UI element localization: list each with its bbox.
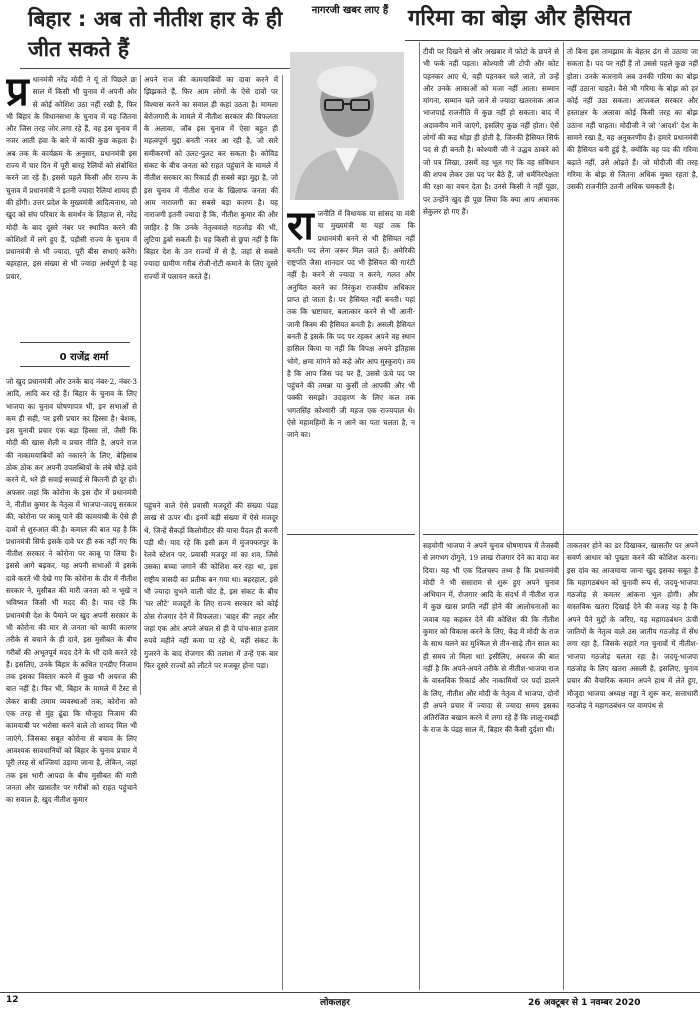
article-right-col5: ताकतवर होने का डर दिखाकर, खासतौर पर अपने सवर्ण आधार को पुख्ता करने की कोशिश करना। इस दांव का आजमाया जाना खुद इसका सबूत है कि महागठबंधन को चुनावी रूप से, जदयू-भाजपा गठजोड़ से कमतर आंकना भूल होगी। और वास्तविक खतरा दिखाई देने की वजह यह है कि अपने पैने मुद्दों के जरिए, यह महागठबंधन ऊंची जातियों के नेतृत्व वाले उस जातीय गठजोड़ में सेंध लगा रहा है, जिसके सहारे गत चुनावों में नीतीश-भाजपा गठजोड़ चलता रहा है। जदयू-भाजपा गठजोड़ के लिए खतरा असली है, इसलिए, चुनाव प्रचार की वैचारिक कमान अपने हाथ में लेते हुए, मौजूदा भाजपा अध्यक्ष नड्डा ने शुरू कर, सत्ताधारी गठजोड़ ने महागठबंधन पर वामपंथ से — [567, 541, 698, 710]
article-right-col2: टीवी पर दिखने से और अखबार में फोटो के छपने से भी फर्क नहीं पड़ता। कोश्यारी जी टोपी और कोट पहनकर आए थे, वही पहनकर चले जाते, तो उन्हें और उनके आकाओं को मजा नहीं आता। सम्मान मांगना, सम्मान चले जाने से ज्यादा खतरनाक आज भाजपाई राजनीति में कुछ नहीं हो सकता। बाद में अदावनीय मानें जाएंगे, इसलिए कुछ नहीं होता। ऐसे लोगों की कद्र थोड़ा ही होती है, जिनकी हैसियत सिर्फ पद से ही बनती है। कोश्यारी जी ने उद्धव ठाकरे को जो पत्र लिखा, उसमें वह भूल गए कि वह संविधान की शपथ लेकर उस पद पर बैठे हैं, जो धर्मनिरपेक्षता की रक्षा का वचन देता है। उनसे किसी ने नहीं पूछा, पर उन्होंने खुद ही पूछ लिया कि क्या आप अचानक सेकुलर हो गए हैं। — [423, 47, 559, 216]
article-text: धानमंत्री नरेंद्र मोदी ने यूं तो पिछले छः साल में किसी भी चुनाव में अपनी ओर से कोई कोशिश उठा नहीं रखी है, फिर भी बिहार के विधानसभा के चुनाव में यह जितना और जिस तरह जोर लगा रहे हैं, वह इस चुनाव में नजर आती हवा के बारे में काफी कुछ कहता है। अब तक के कार्यक्रम के अनुसार, प्रधानमंत्री इस राज्य में चार दिन में पूरी बारह रैलियों को संबोधित करने जा रहे हैं। इससे पहले किसी और राज्य के चुनाव में प्रधानमंत्री ने इतनी ज्यादा रैलियां शायद ही की होंगी। उत्तर प्रदेश के मुख्यमंत्री आदित्यनाथ, जो खुद को संघ परिवार के समर्थन के लिहाज से, नरेंद्र मोदी के बाद दूसरे नंबर पर स्थापित करने की कोशिशों में लगे हुए हैं, पड़ौसी राज्य के चुनाव में प्रधानमंत्री से भी ज्यादा, पूरी बीस सभाएं करेंगे। बहरहाल, इस संख्या से भी ज्यादा अर्थपूर्ण है वह प्रचार, — [6, 75, 137, 281]
footer-rule — [0, 992, 700, 993]
headline-left: बिहार : अब तो नीतीश हार के ही जीत सकते हैं — [28, 7, 283, 61]
headline-right: गरिमा का बोझ और हैसियत — [408, 6, 632, 31]
column-rule — [419, 42, 420, 990]
article-right-col1 — [287, 208, 415, 528]
divider-lower — [423, 534, 698, 535]
author-rule-bottom — [20, 366, 130, 367]
divider-middle — [287, 534, 415, 535]
author-photo — [290, 52, 404, 200]
column-rule — [563, 42, 564, 990]
column-rule — [140, 75, 141, 695]
article-left-col4: पहुंचने वाले ऐसे प्रवासी मजदूरों की संख्या पंद्रह लाख से ऊपर थी। इनमें बड़ी संख्या में ऐसे मजदूर थे, जिन्हें सैकड़ों किलोमीटर की यात्रा पैदल ही करनी पड़ी थी। याद रहे कि इसी क्रम में मुजफ्फरपुर के रेलवे स्टेशन पर, प्रवासी मजदूर मां का शव, जिसे उसका बच्चा जगाने की कोशिश कर रहा था, इस राष्ट्रीय त्रासदी का प्रतीक बन गया था। बहरहाल, इसे भी ज्यादा चुभने वाली चोट है, इस संकट के बीच 'घर लौटे' मजदूरों के लिए राज्य सरकार को कोई ठोस रोजगार देने में विफलता। 'बाहर की' लहर और जहां एक ओर अपने अंचल से ही वे पांच-सात हजार रुपये महीने नहीं कमा पा रहे थे, वहीं संकट के गुजरने के बाद रोजगार की तलाश में उन्हें एक बार फिर दूसरे राज्यों को लौटने पर मजबूर होना पड़ा। — [144, 501, 278, 670]
article-left-col1 — [6, 74, 137, 336]
author-name: 0 राजेंद्र शर्मा — [59, 352, 109, 363]
article-right-col4: सहयोगी भाजपा ने अपने चुनाव घोषणापत्र में तेजस्वी से लगभग दोगुने, 19 लाख रोजगार देने का वादा कर दिया। यह भी एक दिलचस्प तथ्य है कि प्रधानमंत्री मोदी ने भी ससाराम से शुरू हुए अपने चुनाव अभियान में, रोजगार आदि के संदर्भ में नीतीश राज में कुछ खास प्रगति नहीं होने की आलोचनाओं का जवाब यह कहकर देने की कोशिश की कि नीतीश कुमार को विकास करने के लिए, केंद्र में मोदी के राज के साथ चलने का मुश्किल से तीन-साढ़े तीन साल का ही समय तो मिला था! इसीलिए, अचरज की बात नहीं है कि अपने-अपने तरीके से नीतीश-भाजपा राज के वास्तविक रिकार्ड और नाकामियों पर पर्दा डालने के लिए, नीतीश और मोदी के नेतृत्व में भाजपा, दोनों ही अपने प्रचार में ज्यादा से ज्यादा समय इसका अतिरंजित बखान करने में लगा रहे हैं कि लालू-राबड़ी के राज के पंद्रह साल में, बिहार की कैसी दुर्दशा थी। — [423, 541, 559, 735]
issue-date: 26 अक्टूबर से 1 नवम्बर 2020 — [528, 998, 641, 1008]
page-number: 12 — [6, 995, 19, 1005]
article-left-col3: जो खुद प्रधानमंत्री और उनके बाद नंबर-2, नंबर-3 आदि, आदि कर रहे हैं। बिहार के चुनाव के लिए भाजपा का चुनाव घोषणापत्र भी, इन सभाओं से कम ही सही, पर इसी प्रचार का हिस्सा है। बेशक, इस चुनावी प्रचार एक बड़ा हिस्सा तो, जैसी कि मोदी की खास शैली व प्रचार नीति है, अपने राज की नाकामयाबियों को नकारने के लिए, बेहिसाब ठोक ठोक कर अपनी उपलब्धियों के लंबे चौड़े दावे करने में, भरे ही सवाई सच्चाई से कितनी ही दूर हों। अफसर जहां कि कोरोना के इस दौर में प्रधानमंत्री ने, नीतीश कुमार के नेतृत्व में भाजपा-जदयू सरकार की, कोरोना पर काबू पाने की कामयाबी के ऐसे ही दावों से शुरुआत की है। कमाल की बात यह है कि प्रधानमंत्री सिर्फ इसके दावे पर ही रुक नहीं गए कि नीतीश सरकार ने कोरोना पर काबू पा लिया है। इससे आगे बढ़कर, यह अपनी सभाओं में इसके दावे करते भी देखे गए कि कोरोना के दौर में नीतीश सरकार ने, मुसीबत की मारी जनता को न भूखे न भविष्यत किसी भी मदद की है। याद रहे कि प्रधानमंत्री देश के पैमाने पर खुद अपनी सरकार के भी कोरोना की मार से जनता को काफी कारगर तरीके से बचाने के ही दावे, इस मुसीबत के बीच गरीबों की अभूतपूर्व मदद देने के भी दावे करते रहे हैं। इसलिए, उनके बिहार के कथित एनडीए निजाम तक इसका विस्तार करने में कुछ भी अचरज की बात नहीं है। फिर भी, बिहार के मामले में टैस्ट से लेकर बाकी तमाम व्यवस्थाओं तक, कोरोना को एक तरह से मुंह ढूंढा कि मौजूदा निजाम की कामयाबी पर भरोसा करने वाले तो शायद मिल भी जाएंगे, जिसका सबूत कोरोना से बचाव के लिए आवश्यक सावधानियों को बिहार के चुनाव प्रचार में पूरी तरह से धज्जियां उड़ाया जाना है, लेकिन, जहां तक इस भारी आपदा के बीच मुसीबत की मारी जनता और खासतौर पर गरीबों को राहत पहुंचाने का सवाल है, खुद नीतीश कुमार — [6, 377, 137, 805]
divider-right — [405, 40, 700, 41]
dropcap: प्र — [6, 74, 29, 115]
article-right-col3: तो बिना इस तामझाम के बेहतर ढंग से उठाया जा सकता है। पद पर नहीं हैं तो उससे पहले कुछ नहीं होता। उनके कारनामे अब उनकी गरिमा का बोझ नहीं उठाना चाहते। वैसे भी गरिमा के बोझ को हर कोई नहीं उठा सकता। आजकल सरकार और हस्ताक्षर के अलावा कोई किसी तरह का बोझ उठाना नहीं चाहता। मोदीजी ने जो 'आदर्श' देश के सामने रखा है, वह अनुकरणीय है। हमारे प्रधानमंत्री की हैसियत बनी हुई है, क्योंकि वह पद की गरिमा बढ़ाते नहीं, उसे ओढ़ते हैं। जो मोदीजी की तरह गरिमा के बोझ से जितना अधिक मुक्त रहता है, उसकी राजनीति उतनी अधिक चमकती है। — [567, 47, 698, 192]
author-rule-top — [20, 342, 130, 343]
column-byline: नागरजी खबर लाए हैं — [311, 5, 389, 16]
publication-name: लोकलहर — [320, 998, 350, 1008]
article-left-col2: अपने राज की कामयाबियों का दावा करने में झिझकते हैं, फिर आम लोगों के ऐसे दावों पर विश्वास करने का सवाल ही कहां उठता है। मामला बेरोजगारी के मामले में नीतीश सरकार की विफलता के अलावा, जॉब इस चुनाव में ऐसा बहुत ही महत्वपूर्ण मुद्दा बनती नजर आ रही है, जो सारे समीकरणों को उलट-पुलट कर सकता है। कोविड संकट के बीच जनता को राहत पहुंचाने के मामले में नीतीश सरकार का रिकार्ड ही सबसे बड़ा मुद्दा है, जो इस चुनाव में नीतीश राज के खिलाफ जनता की आम नाराजगी का सबसे बड़ा कारण है। यह नाराजगी इतनी ज्यादा है कि, नीतीश कुमार की और जाहिर है कि उनके नेतृत्ववाले गठजोड़ की भी, लुटिया डुबो सकती है। यह किसी से छुपा नहीं है कि बिहार देश के उन राज्यों में से है, जहां से सबसे ज्यादा ग्रामीण गरीब रोजी-रोटी कमाने के लिए दूसरे राज्यों में पलायन करते हैं। — [144, 75, 278, 281]
dropcap: रा — [287, 208, 314, 249]
article-text: जनीति में विधायक या सांसद या मंत्री या मुख्यमंत्री या यहां तक कि प्रधानमंत्री बनने से भी हैसियत नहीं बनती। पद लेना जरूर मिल जाते हैं। अमेरिकी राष्ट्रपति जैसा शानदार पद भी हैसियत की गारंटी नहीं है। करने से ज्यादा न करने, गलत और अनुचित करने का निरंकुश राजकीय अधिकार प्राप्त हो जाता है। पर हैसियत नहीं बनती। यहां तक कि भ्रष्टाचार, बलात्कार करने से भी आनी-जानी किस्म की हैसियत बनती है। असली हैसियत बनती है इसके कि पद पर रहकर अपने वह स्थान हासिल किया या नहीं कि विपक्ष अपने इतिहास भोगे, क्षमा मांगने को कहे और आप मुस्कुराएं। तय है कि आप जिस पद पर हैं, उससे ऊंचे पद पर पहुंचने की तमन्ना या कुर्सी तो आपकी और भी पक्की समझो। उदाहरण के लिए कल तक भगतसिंह कोश्यारी जी महज एक राज्यपाल थे। ऐसे महामहिमों के न आने का पता चलता है, न जाने का। — [287, 209, 415, 440]
column-rule — [282, 75, 283, 990]
divider-left — [20, 68, 292, 69]
